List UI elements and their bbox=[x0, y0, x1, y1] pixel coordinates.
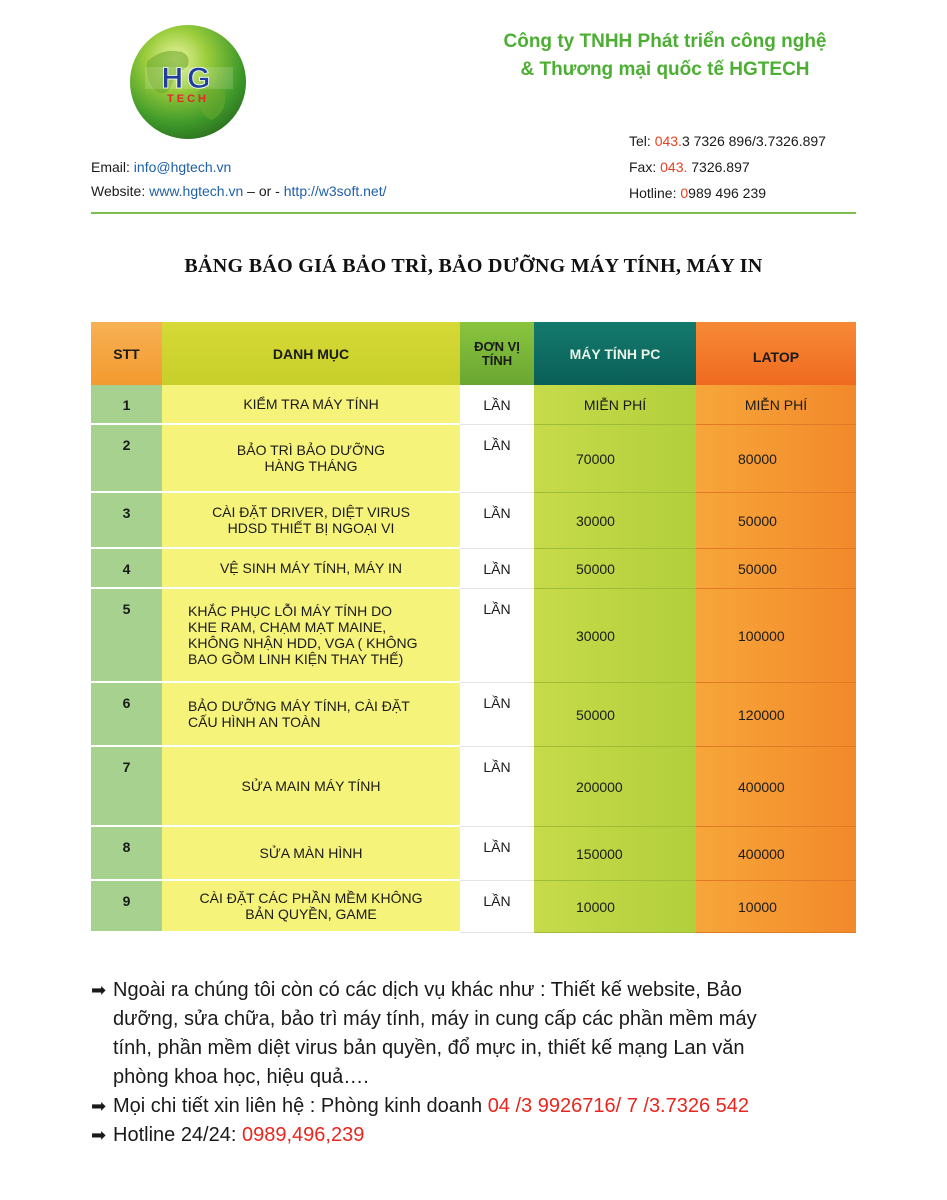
row-price-pc: 200000 bbox=[534, 747, 696, 827]
row-don-vi: LẦN bbox=[460, 881, 534, 933]
document-title: BẢNG BÁO GIÁ BẢO TRÌ, BẢO DƯỠNG MÁY TÍNH, MÁY IN bbox=[184, 255, 763, 277]
table-row bbox=[91, 549, 856, 589]
row-stt: 1 bbox=[91, 385, 162, 425]
logo-tech-text: TECH bbox=[167, 93, 209, 105]
row-danh-muc-line: SỬA MAIN MÁY TÍNH bbox=[241, 778, 381, 794]
row-price-laptop: 400000 bbox=[696, 747, 856, 827]
table-row bbox=[91, 683, 856, 747]
row-price-pc: 50000 bbox=[534, 549, 696, 589]
row-don-vi: LẦN bbox=[460, 385, 534, 425]
company-name-line1: Công ty TNHH Phát triển công nghệ bbox=[503, 31, 827, 52]
website-label: Website: bbox=[91, 183, 146, 199]
row-price-laptop: 400000 bbox=[696, 827, 856, 881]
row-price-pc: 30000 bbox=[534, 493, 696, 549]
header-laptop: LATOP bbox=[696, 322, 856, 385]
row-danh-muc bbox=[162, 493, 460, 549]
tel-label: Tel: bbox=[629, 133, 651, 149]
logo-hg-text: HG bbox=[161, 62, 215, 95]
row-danh-muc-line: HDSD THIẾT BỊ NGOẠI VI bbox=[227, 520, 395, 536]
row-stt: 3 bbox=[91, 493, 162, 549]
note-services-line: phòng khoa học, hiệu quả…. bbox=[113, 1066, 369, 1088]
notes-section bbox=[91, 976, 881, 1150]
fax-area-code: 043. bbox=[660, 159, 688, 175]
row-price-laptop: 80000 bbox=[696, 425, 856, 493]
row-don-vi: LẦN bbox=[460, 683, 534, 747]
company-name bbox=[440, 28, 890, 84]
row-price-laptop: MIỄN PHÍ bbox=[696, 385, 856, 425]
price-table bbox=[91, 322, 856, 933]
row-price-laptop: 10000 bbox=[696, 881, 856, 933]
fax-line bbox=[629, 154, 826, 180]
row-danh-muc-line: KIỂM TRA MÁY TÍNH bbox=[243, 396, 379, 412]
row-stt: 6 bbox=[91, 683, 162, 747]
note-contact bbox=[91, 1092, 881, 1121]
row-danh-muc-line: BẢO TRÌ BẢO DƯỠNG bbox=[236, 442, 386, 458]
row-stt: 9 bbox=[91, 881, 162, 933]
website-line bbox=[91, 179, 386, 203]
note-hotline-phone: 0989,496,239 bbox=[241, 1124, 365, 1146]
contact-right bbox=[629, 128, 826, 206]
table-row bbox=[91, 747, 856, 827]
row-price-pc: 10000 bbox=[534, 881, 696, 933]
row-don-vi: LẦN bbox=[460, 549, 534, 589]
arrow-right-icon: ➡ bbox=[91, 980, 107, 1000]
website-separator: – or - bbox=[247, 183, 280, 199]
row-danh-muc-line: BAO GỒM LINH KIỆN THAY THẾ) bbox=[188, 651, 404, 667]
tel-line bbox=[629, 128, 826, 154]
row-price-pc: 30000 bbox=[534, 589, 696, 683]
row-stt: 4 bbox=[91, 549, 162, 589]
note-contact-phone: 04 /3 9926716/ 7 /3.7326 542 bbox=[487, 1095, 750, 1117]
table-row bbox=[91, 493, 856, 549]
header-don-vi-line1: ĐƠN VỊ bbox=[474, 338, 520, 354]
row-stt: 7 bbox=[91, 747, 162, 827]
row-danh-muc bbox=[162, 549, 460, 589]
fax-number: 7326.897 bbox=[691, 159, 750, 175]
table-row bbox=[91, 881, 856, 933]
note-services-line: tính, phần mềm diệt virus bản quyền, đổ mực in, thiết kế mạng Lan văn bbox=[113, 1037, 745, 1059]
row-danh-muc bbox=[162, 827, 460, 881]
email-label: Email: bbox=[91, 159, 130, 175]
row-don-vi: LẦN bbox=[460, 589, 534, 683]
table-row bbox=[91, 385, 856, 425]
row-danh-muc bbox=[162, 425, 460, 493]
website-link[interactable]: www.hgtech.vn bbox=[149, 183, 244, 199]
row-danh-muc-line: KHÔNG NHẬN HDD, VGA ( KHÔNG bbox=[188, 635, 418, 651]
note-contact-text: Mọi chi tiết xin liên hệ : Phòng kinh doanh bbox=[113, 1095, 488, 1117]
hotline-prefix: 0 bbox=[680, 185, 689, 201]
table-row bbox=[91, 425, 856, 493]
row-stt: 8 bbox=[91, 827, 162, 881]
note-services-line: dưỡng, sửa chữa, bảo trì máy tính, máy in cung cấp các phần mềm máy bbox=[113, 1008, 757, 1030]
row-stt: 2 bbox=[91, 425, 162, 493]
row-don-vi: LẦN bbox=[460, 493, 534, 549]
row-don-vi: LẦN bbox=[460, 425, 534, 493]
row-danh-muc bbox=[162, 683, 460, 747]
hotline-line bbox=[629, 180, 826, 206]
arrow-right-icon: ➡ bbox=[91, 1096, 107, 1116]
company-logo bbox=[127, 22, 249, 142]
row-danh-muc bbox=[162, 747, 460, 827]
row-danh-muc-line: BẢO DƯỠNG MÁY TÍNH, CÀI ĐẶT bbox=[188, 698, 410, 714]
header-don-vi-line2: TÍNH bbox=[481, 352, 513, 368]
row-price-pc: 70000 bbox=[534, 425, 696, 493]
row-danh-muc-line: SỬA MÀN HÌNH bbox=[259, 845, 363, 861]
row-danh-muc bbox=[162, 385, 460, 425]
row-danh-muc-line: CẤU HÌNH AN TOÀN bbox=[188, 714, 321, 730]
row-danh-muc-line: CÀI ĐẶT DRIVER, DIỆT VIRUS bbox=[212, 504, 410, 520]
row-price-laptop: 120000 bbox=[696, 683, 856, 747]
row-danh-muc-line: CÀI ĐẶT CÁC PHẦN MỀM KHÔNG bbox=[199, 890, 423, 906]
row-price-pc: 150000 bbox=[534, 827, 696, 881]
row-don-vi: LẦN bbox=[460, 747, 534, 827]
table-row bbox=[91, 827, 856, 881]
tel-number: 3 7326 896/3.7326.897 bbox=[681, 133, 826, 149]
table-header-row bbox=[91, 322, 856, 385]
fax-label: Fax: bbox=[629, 159, 657, 175]
row-price-pc: 50000 bbox=[534, 683, 696, 747]
company-name-line2: & Thương mại quốc tế HGTECH bbox=[520, 59, 810, 80]
header-don-vi bbox=[460, 322, 534, 385]
tel-area-code: 043. bbox=[654, 133, 682, 149]
note-services bbox=[91, 976, 881, 1092]
row-danh-muc-line: VỆ SINH MÁY TÍNH, MÁY IN bbox=[219, 560, 403, 576]
website2-link[interactable]: http://w3soft.net/ bbox=[283, 183, 387, 199]
email-line bbox=[91, 155, 386, 179]
email-link[interactable]: info@hgtech.vn bbox=[133, 159, 232, 175]
row-price-laptop: 100000 bbox=[696, 589, 856, 683]
table-row bbox=[91, 589, 856, 683]
header-danh-muc: DANH MỤC bbox=[162, 322, 460, 385]
header-may-tinh-pc: MÁY TÍNH PC bbox=[534, 322, 696, 385]
hotline-label: Hotline: bbox=[629, 185, 677, 201]
note-hotline-text: Hotline 24/24: bbox=[113, 1124, 242, 1146]
row-stt: 5 bbox=[91, 589, 162, 683]
row-danh-muc-line: KHE RAM, CHẠM MẠT MAINE, bbox=[188, 619, 387, 635]
contact-left bbox=[91, 155, 386, 203]
row-danh-muc-line: KHẮC PHỤC LỖI MÁY TÍNH DO bbox=[188, 603, 393, 619]
arrow-right-icon: ➡ bbox=[91, 1125, 107, 1145]
header-stt: STT bbox=[91, 322, 162, 385]
note-hotline bbox=[91, 1121, 881, 1150]
row-danh-muc bbox=[162, 881, 460, 933]
row-danh-muc-line: HÀNG THÁNG bbox=[264, 458, 358, 474]
note-services-line: Ngoài ra chúng tôi còn có các dịch vụ khác như : Thiết kế website, Bảo bbox=[113, 979, 742, 1001]
row-don-vi: LẦN bbox=[460, 827, 534, 881]
hotline-number: 989 496 239 bbox=[688, 185, 767, 201]
row-price-laptop: 50000 bbox=[696, 493, 856, 549]
row-price-pc: MIỄN PHÍ bbox=[534, 385, 696, 425]
row-danh-muc-line: BẢN QUYỀN, GAME bbox=[245, 906, 377, 922]
row-danh-muc bbox=[162, 589, 460, 683]
header-divider bbox=[91, 212, 856, 214]
row-price-laptop: 50000 bbox=[696, 549, 856, 589]
